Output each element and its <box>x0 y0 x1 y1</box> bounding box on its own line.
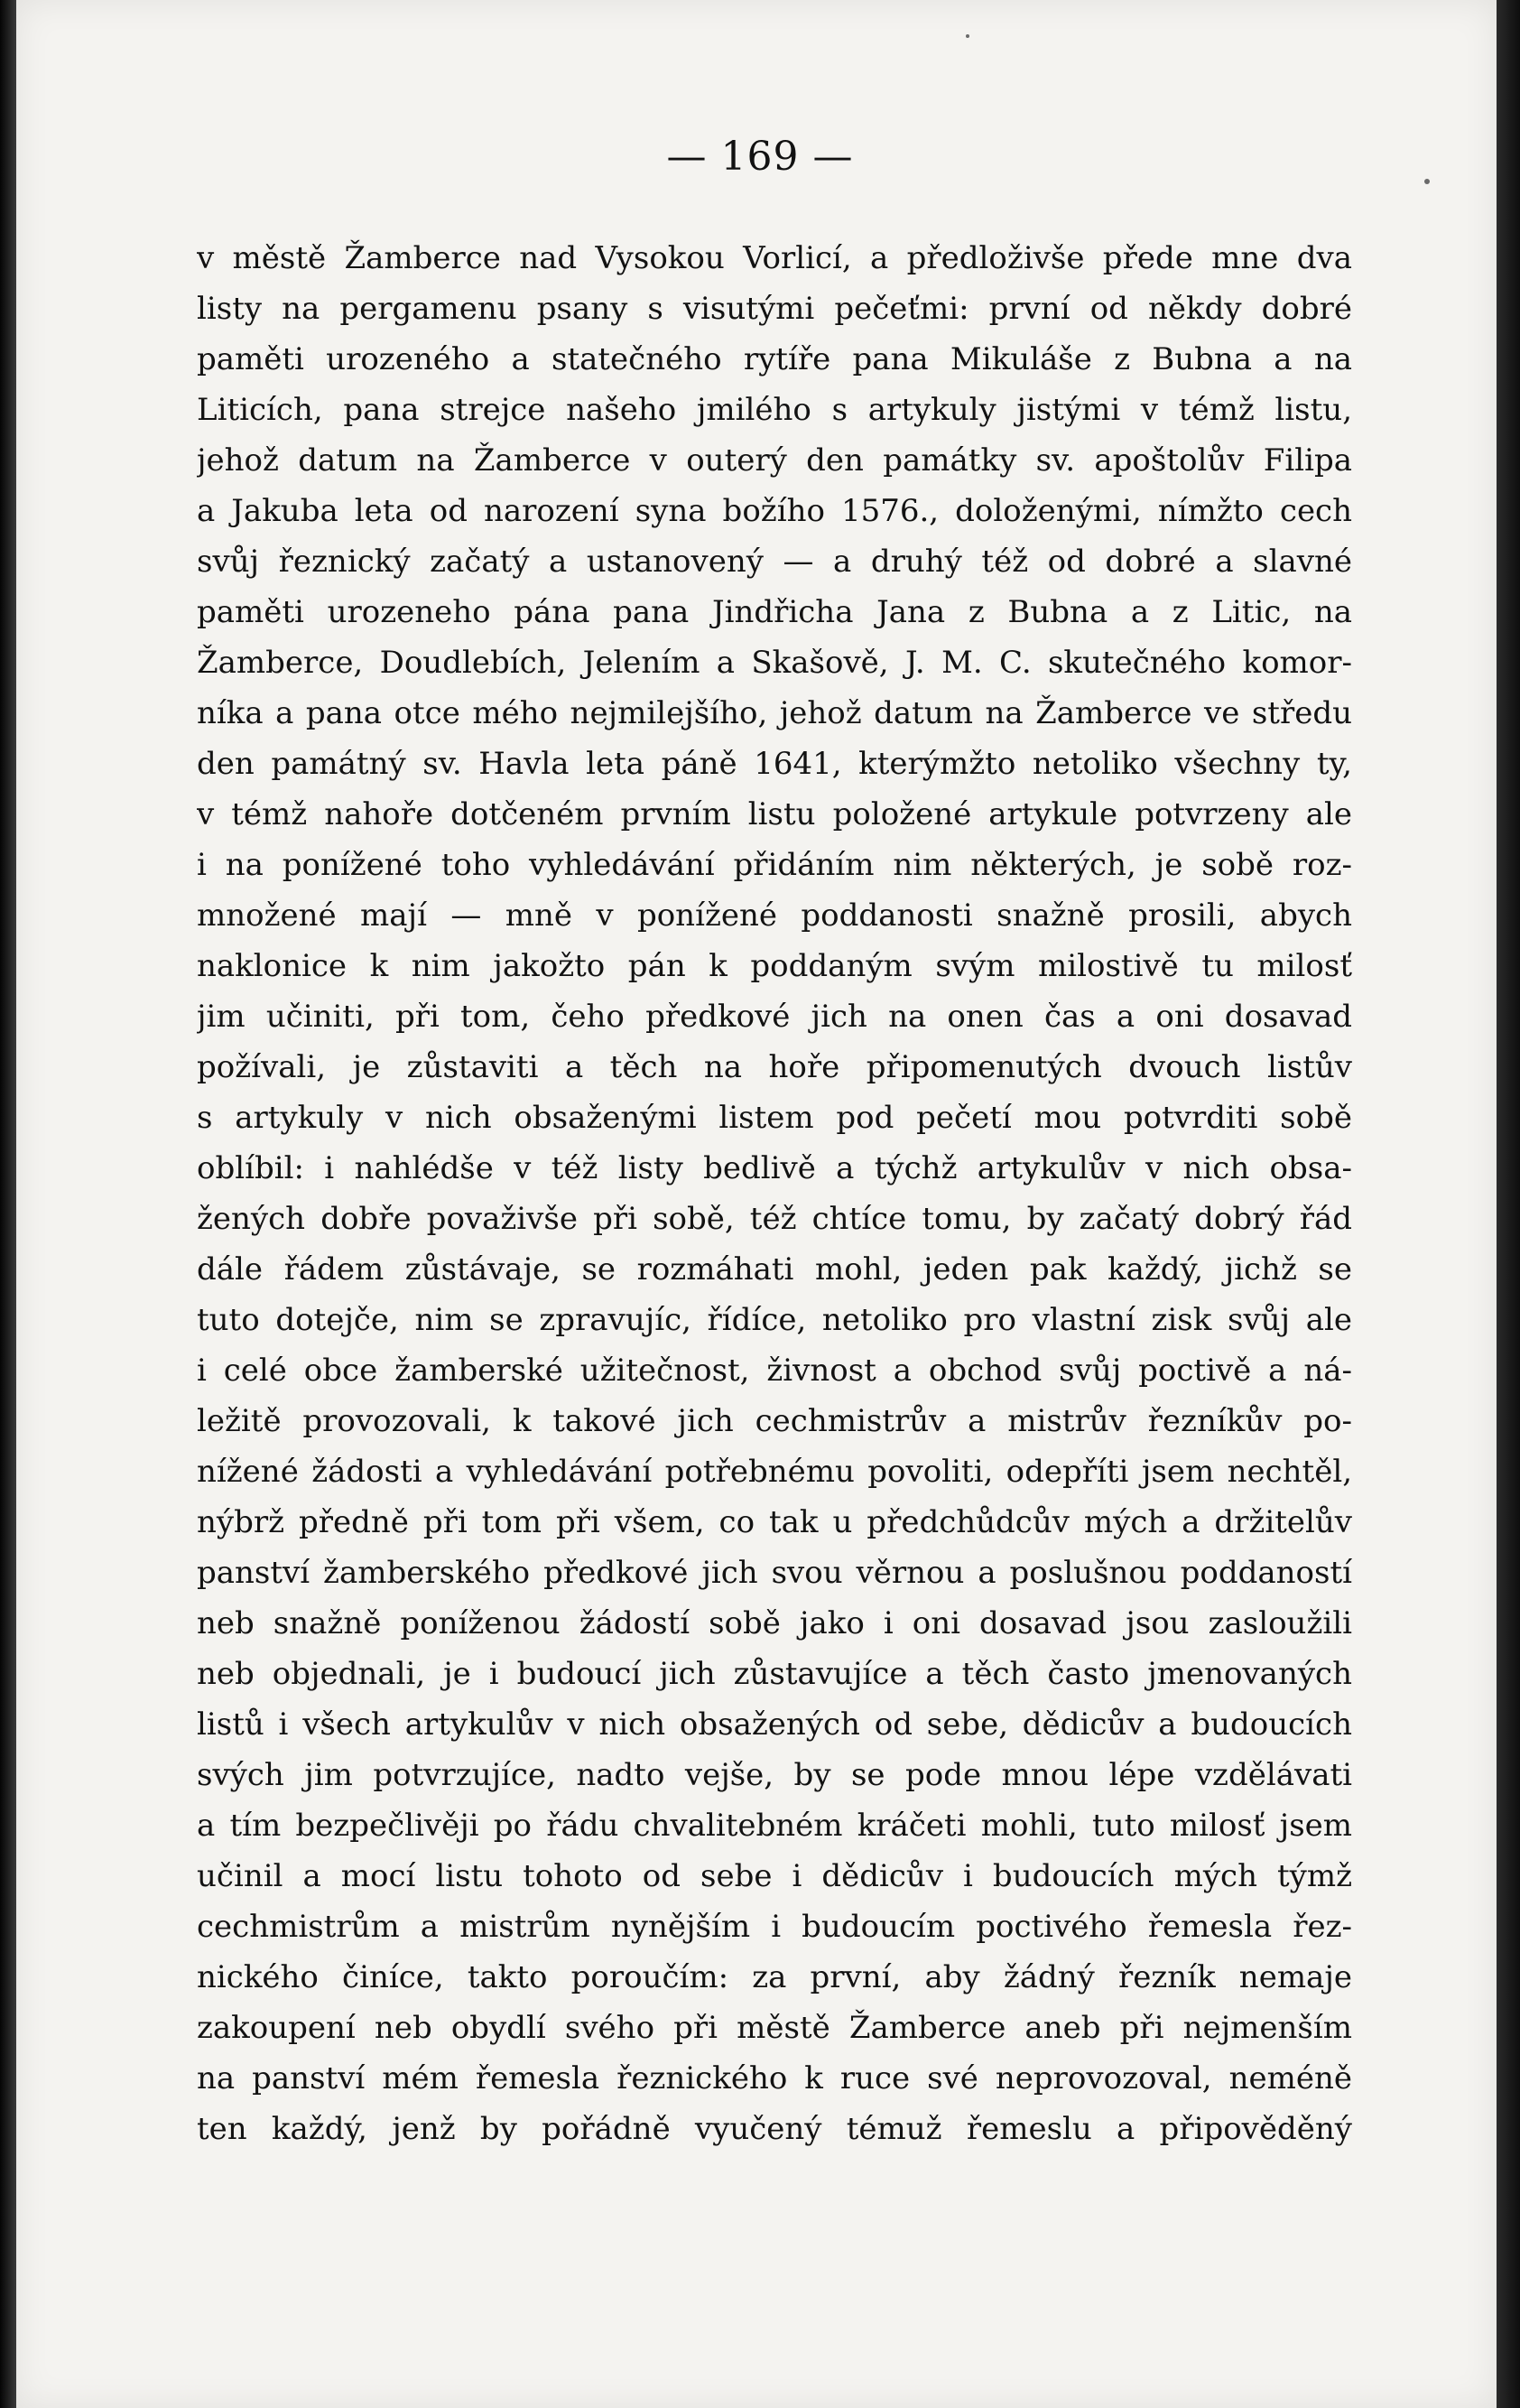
text-line: učinil a mocí listu tohoto od sebe i dědicův i budoucích mých týmž <box>197 1858 1352 1894</box>
text-line: den památný sv. Havla leta páně 1641, kterýmžto netoliko všechny ty, <box>197 746 1352 782</box>
page-number: — 169 — <box>666 134 854 180</box>
text-line: paměti urozeného a statečného rytíře pana Mikuláše z Bubna a na <box>197 341 1352 377</box>
text-line: nýbrž předně při tom při všem, co tak u předchůdcův mých a držitelův <box>197 1504 1352 1540</box>
text-line: cechmistrům a mistrům nynějším i budoucím poctivého řemesla řez- <box>197 1909 1352 1945</box>
text-line: na panství mém řemesla řeznického k ruce své neprovozoval, neméně <box>197 2060 1352 2097</box>
text-line: ten každý, jenž by pořádně vyučený témuž řemeslu a připověděný <box>197 2111 1352 2147</box>
text-line: níka a pana otce mého nejmilejšího, jehož datum na Žamberce ve středu <box>197 695 1352 731</box>
text-line: množené mají — mně v ponížené poddanosti snažně prosili, abych <box>197 897 1352 934</box>
text-line: i na ponížené toho vyhledávání přidáním nim některých, je sobě roz- <box>197 847 1352 883</box>
text-line: zakoupení neb obydlí svého při městě Žamberce aneb při nejmenším <box>197 2010 1352 2046</box>
scan-speck <box>1424 179 1430 184</box>
text-line: neb objednali, je i budoucí jich zůstavujíce a těch často jmenovaných <box>197 1656 1352 1692</box>
text-line: nížené žádosti a vyhledávání potřebnému povoliti, odepříti jsem nechtěl, <box>197 1454 1352 1490</box>
scan-edge-right <box>1497 0 1520 2408</box>
text-line: Žamberce, Doudlebích, Jelením a Skašově, J. M. C. skutečného komor- <box>197 645 1352 681</box>
text-line: listů i všech artykulův v nich obsažených od sebe, dědicův a budoucích <box>197 1706 1352 1743</box>
scan-speck <box>966 34 969 38</box>
text-line: oblíbil: i nahlédše v též listy bedlivě a týchž artykulův v nich obsa- <box>197 1150 1352 1186</box>
text-line: v městě Žamberce nad Vysokou Vorlicí, a předloživše přede mne dva <box>197 240 1352 276</box>
text-line: panství žamberského předkové jich svou věrnou a poslušnou poddaností <box>197 1555 1352 1591</box>
text-line: paměti urozeneho pána pana Jindřicha Jana z Bubna a z Litic, na <box>197 594 1352 630</box>
text-line: v témž nahoře dotčeném prvním listu položené artykule potvrzeny ale <box>197 796 1352 832</box>
text-line: svých jim potvrzujíce, nadto vejše, by se pode mnou lépe vzdělávati <box>197 1757 1352 1793</box>
text-line: naklonice k nim jakožto pán k poddaným svým milostivě tu milosť <box>197 948 1352 984</box>
text-line: Liticích, pana strejce našeho jmilého s artykuly jistými v témž listu, <box>197 392 1352 428</box>
text-line: nického činíce, takto poroučím: za první, aby žádný řezník nemaje <box>197 1959 1352 1995</box>
text-line: žených dobře považivše při sobě, též chtíce tomu, by začatý dobrý řád <box>197 1201 1352 1237</box>
text-line: a tím bezpečlivěji po řádu chvalitebném kráčeti mohli, tuto milosť jsem <box>197 1808 1352 1844</box>
text-line: a Jakuba leta od narození syna božího 1576., doloženými, nímžto cech <box>197 493 1352 529</box>
text-line: požívali, je zůstaviti a těch na hoře připomenutých dvouch listův <box>197 1049 1352 1085</box>
text-line: listy na pergamenu psany s visutými pečeťmi: první od někdy dobré <box>197 291 1352 327</box>
text-line: ležitě provozovali, k takové jich cechmistrův a mistrův řezníkův po- <box>197 1403 1352 1439</box>
body-text <box>197 233 1352 2154</box>
text-line: jim učiniti, při tom, čeho předkové jich na onen čas a oni dosavad <box>197 999 1352 1035</box>
text-line: dále řádem zůstávaje, se rozmáhati mohl, jeden pak každý, jichž se <box>197 1251 1352 1288</box>
text-line: tuto dotejče, nim se zpravujíc, řídíce, netoliko pro vlastní zisk svůj ale <box>197 1302 1352 1338</box>
text-line: jehož datum na Žamberce v outerý den památky sv. apoštolův Filipa <box>197 442 1352 479</box>
text-line: s artykuly v nich obsaženými listem pod pečetí mou potvrditi sobě <box>197 1100 1352 1136</box>
scan-edge-left <box>0 0 16 2408</box>
text-line: svůj řeznický začatý a ustanovený — a druhý též od dobré a slavné <box>197 544 1352 580</box>
text-line: neb snažně poníženou žádostí sobě jako i oni dosavad jsou zasloužili <box>197 1605 1352 1641</box>
text-line: i celé obce žamberské užitečnost, živnost a obchod svůj poctivě a ná- <box>197 1353 1352 1389</box>
